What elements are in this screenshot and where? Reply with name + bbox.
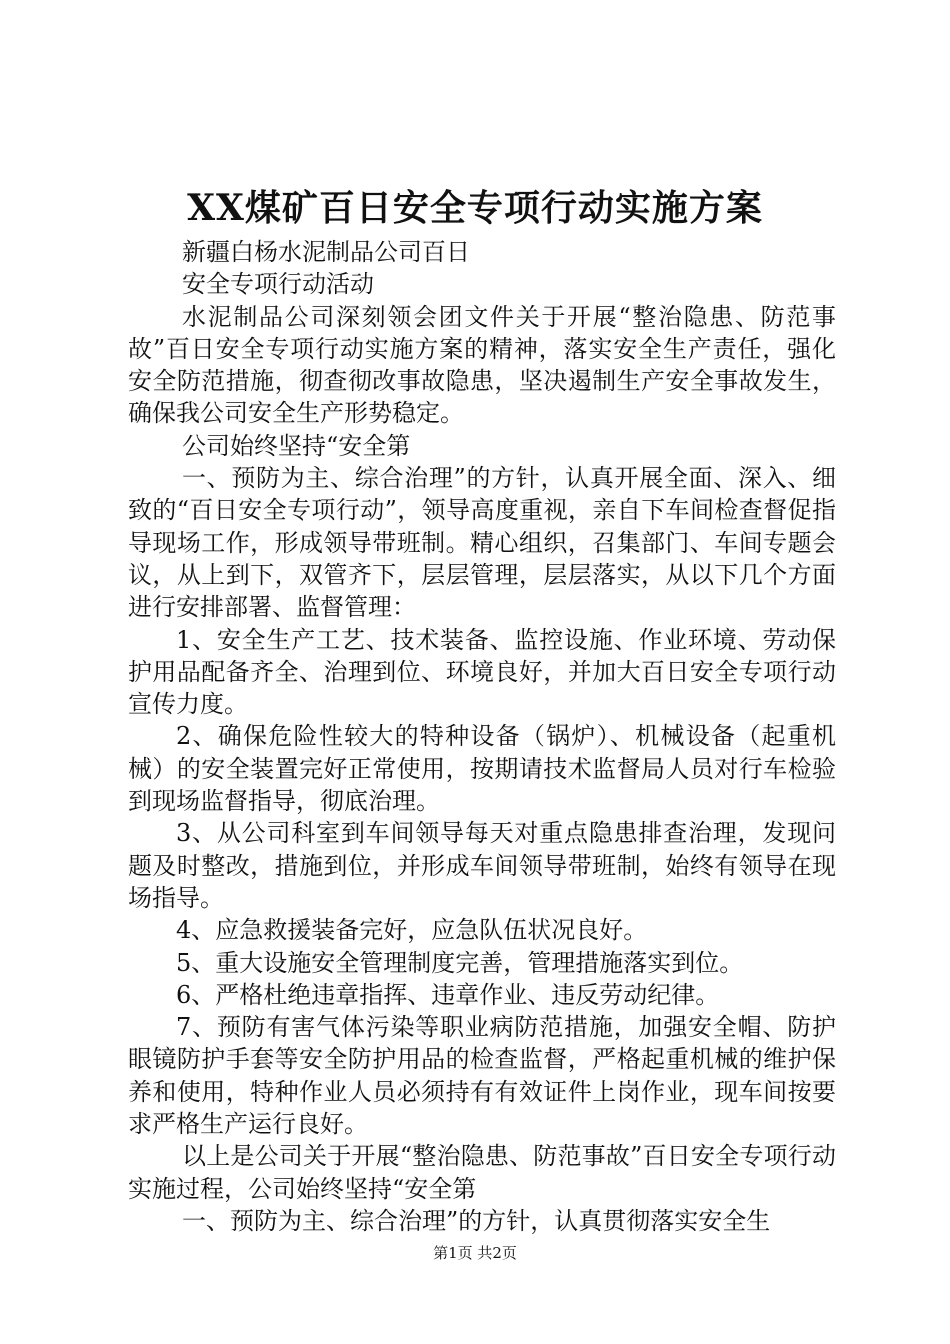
paragraph-company-name: 新疆白杨水泥制品公司百日: [182, 238, 470, 266]
paragraph-policy-start: 公司始终坚持“安全第: [182, 431, 411, 460]
paragraph-item-6: 6、严格杜绝违章指挥、违章作业、违反劳动纪律。: [176, 980, 720, 1009]
paragraph-item-2: 2、确保危险性较大的特种设备（锅炉）、机械设备（起重机械）的安全装置完好正常使用，按期请技术监督局人员对行车检验到现场监督指导，彻底治理。: [128, 722, 836, 816]
paragraph-intro: 水泥制品公司深刻领会团文件关于开展“整治隐患、防范事故”百日安全专项行动实施方案的精神，落实安全生产责任，强化安全防范措施，彻查彻改事故隐患，坚决遏制生产安全事故发生，确保我公司安全生产形势稳定。: [128, 302, 836, 428]
document-body: [128, 236, 836, 1237]
paragraph-item-3: 3、从公司科室到车间领导每天对重点隐患排查治理，发现问题及时整改，措施到位，并形成车间领导带班制，始终有领导在现场指导。: [128, 819, 836, 912]
document-title: XX煤矿百日安全专项行动实施方案: [187, 187, 763, 229]
paragraph-summary: 以上是公司关于开展“整治隐患、防范事故”百日安全专项行动实施过程，公司始终坚持“安全第: [128, 1142, 836, 1203]
paragraph-item-4: 4、应急救援装备完好，应急队伍状况良好。: [176, 916, 648, 945]
paragraph-item-7: 7、预防有害气体污染等职业病防范措施，加强安全帽、防护眼镜防护手套等安全防护用品的检查监督，严格起重机械的维护保养和使用，特种作业人员必须持有有效证件上岗作业，现车间按要求严格生产运行良好。: [128, 1013, 836, 1139]
paragraph-item-1: 1、安全生产工艺、技术装备、监控设施、作业环境、劳动保护用品配备齐全、治理到位、环境良好，并加大百日安全专项行动宣传力度。: [128, 625, 836, 719]
page-footer: 第1页 共2页: [433, 1244, 517, 1262]
paragraph-summary-continued: 一、预防为主、综合治理”的方针，认真贯彻落实安全生: [182, 1206, 771, 1235]
paragraph-item-5: 5、重大设施安全管理制度完善，管理措施落实到位。: [176, 948, 744, 977]
paragraph-activity-name: 安全专项行动活动: [182, 270, 374, 299]
paragraph-policy: 一、预防为主、综合治理”的方针，认真开展全面、深入、细致的“百日安全专项行动”，领导高度重视，亲自下车间检查督促指导现场工作，形成领导带班制。精心组织，召集部门、车间专题会议，从上到下，双管齐下，层层管理，层层落实，从以下几个方面进行安排部署、监督管理：: [128, 464, 836, 622]
